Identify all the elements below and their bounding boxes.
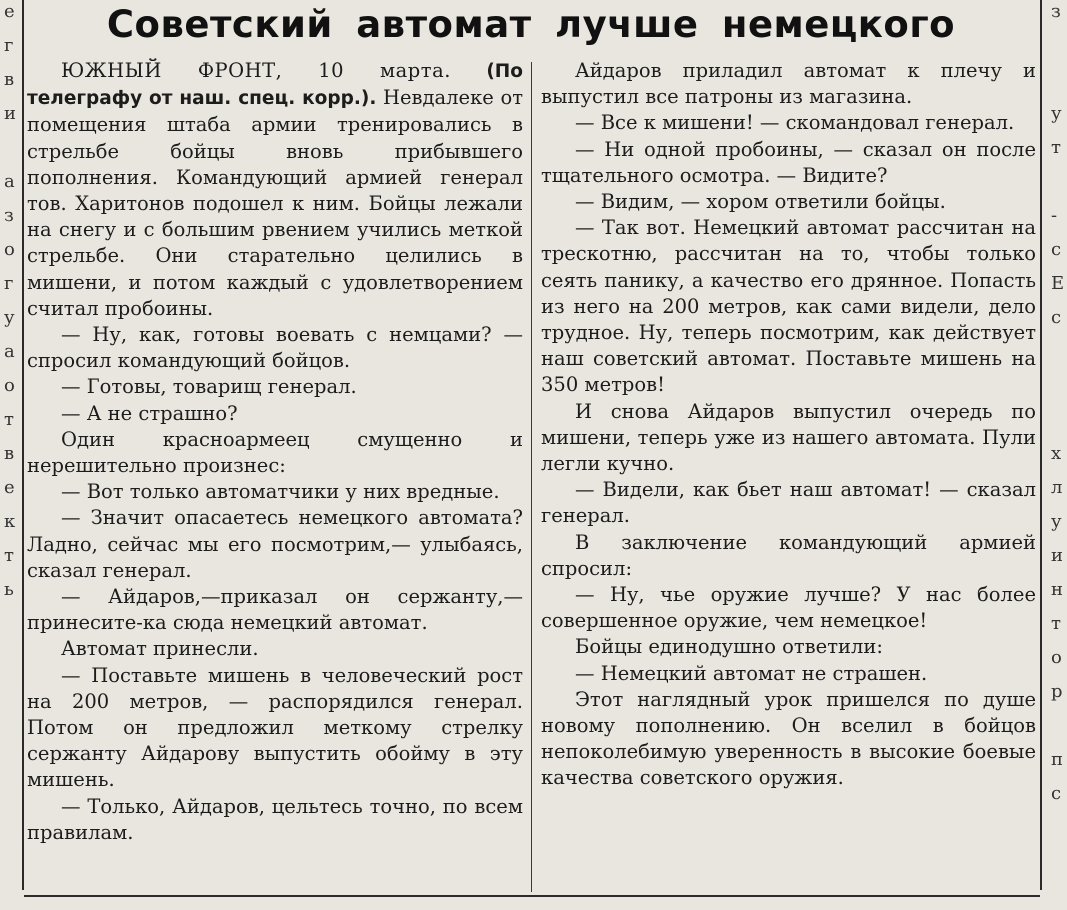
- margin-fragment: [1042, 68, 1067, 102]
- bottom-rule: [24, 895, 1040, 897]
- margin-fragment: н: [1051, 579, 1063, 600]
- margin-fragment: [0, 136, 22, 170]
- margin-fragment: у: [1051, 103, 1062, 124]
- margin-fragment: у: [4, 307, 15, 328]
- margin-fragment: з: [4, 205, 14, 226]
- margin-fragment: г: [4, 35, 14, 56]
- margin-fragment: -: [1051, 205, 1058, 226]
- paragraph: — Готовы, товарищ генерал.: [61, 375, 357, 399]
- left-margin-neighbor-column: [0, 0, 24, 890]
- paragraph: — А не страшно?: [61, 401, 238, 425]
- margin-fragment: в: [4, 443, 15, 464]
- paragraph: — Айдаров,—приказал он сержанту,— принесите-ка сюда немецкий автомат.: [27, 585, 523, 635]
- paragraph: — Ни одной пробоины, — сказал он после тщательного осмотра. — Видите?: [541, 137, 1036, 187]
- margin-fragment: р: [1051, 681, 1063, 702]
- lead-paragraph-text: Невдалеке от помещения штаба армии тренировались в стрельбе бойцы вновь прибывшего пополнения. Командующий армией генерал тов. Харитонов подошел к ним. Бойцы лежали на снегу и с большим рвением учились меткой стрельбе. Они старательно целились в мишени, и потом каждый с удовлетворением считал пробоины.: [27, 86, 523, 320]
- article-headline: Советский автомат лучше немецкого: [106, 3, 956, 46]
- margin-fragment: т: [4, 545, 14, 566]
- article-column-right: [541, 58, 1036, 792]
- margin-fragment: т: [1051, 613, 1061, 634]
- paragraph: — Так вот. Немецкий автомат рассчитан на трескотню, рассчитан на то, чтобы только сеять панику, а качество его дрянное. Попасть из него на 200 метров, как сами видели, дело трудное. Ну, теперь посмотрим, как действует наш советский автомат. Поставьте мишень на 350 метров!: [541, 216, 1036, 397]
- margin-fragment: т: [1051, 137, 1061, 158]
- margin-fragment: [1042, 408, 1067, 442]
- paragraph: И снова Айдаров выпустил очередь по мишени, теперь уже из нашего автомата. Пули легли кучно.: [541, 399, 1036, 476]
- article-column-left: [27, 58, 523, 846]
- paragraph: Один красноармеец смущенно и нерешительно произнес:: [27, 427, 523, 478]
- paragraph: — Вот только автоматчики у них вредные.: [61, 480, 500, 504]
- margin-fragment: а: [4, 341, 15, 362]
- margin-fragment: с: [1051, 783, 1062, 804]
- paragraph: — Все к мишени! — скомандовал генерал.: [575, 111, 1015, 135]
- column-divider: [531, 62, 532, 892]
- margin-fragment: с: [1051, 307, 1062, 328]
- paragraph: Автомат принесли.: [61, 637, 259, 661]
- margin-fragment: л: [1051, 477, 1063, 498]
- paragraph: — Только, Айдаров, цельтесь точно, по всем правилам.: [27, 794, 523, 844]
- margin-fragment: [1042, 714, 1067, 748]
- paragraph: Бойцы единодушно ответили:: [575, 635, 883, 659]
- margin-fragment: т: [4, 409, 14, 430]
- paragraph: — Поставьте мишень в человеческий рост на 200 метров, — распорядился генерал. Потом он предложил меткому стрелку сержанту Айдарову выпустить обойму в эту мишень.: [27, 663, 523, 792]
- paragraph: — Видели, как бьет наш автомат! — сказал генерал.: [541, 478, 1036, 528]
- margin-fragment: з: [1051, 1, 1061, 22]
- lead-paragraph: [27, 58, 523, 322]
- paragraph: — Немецкий автомат не страшен.: [575, 661, 928, 685]
- dateline: ЮЖНЫЙ ФРОНТ, 10 марта.: [61, 59, 451, 82]
- paragraph: — Ну, чье оружие лучше? У нас более совершенное оружие, чем немецкое!: [541, 583, 1036, 633]
- paragraph: Айдаров приладил автомат к плечу и выпустил все патроны из магазина.: [541, 59, 1036, 109]
- margin-fragment: и: [4, 103, 16, 124]
- byline: (По телеграфу от наш. спец. корр.).: [27, 61, 523, 110]
- paragraph: В заключение командующий армией спросил:: [541, 530, 1036, 580]
- paragraph: — Ну, как, готовы воевать с немцами? — спросил командующий бойцов.: [27, 323, 523, 373]
- margin-fragment: е: [4, 477, 15, 498]
- margin-fragment: с: [1051, 239, 1062, 260]
- margin-fragment: о: [4, 375, 15, 396]
- margin-fragment: о: [1051, 647, 1062, 668]
- margin-fragment: ь: [4, 579, 14, 600]
- paragraph: — Значит опасаетесь немецкого автомата? Ладно, сейчас мы его посмотрим,— улыбаясь, сказал генерал.: [27, 506, 523, 582]
- margin-fragment: Е: [1051, 273, 1065, 294]
- paragraph: Этот наглядный урок пришелся по душе новому пополнению. Он вселил в бойцов непоколебимую уверенность в высокие боевые качества советского оружия.: [541, 687, 1036, 790]
- margin-fragment: у: [1051, 511, 1062, 532]
- margin-fragment: и: [1051, 545, 1063, 566]
- right-margin-neighbor-column: [1040, 0, 1067, 890]
- margin-fragment: [1042, 34, 1067, 68]
- margin-fragment: [1042, 374, 1067, 408]
- paragraph: — Видим, — хором ответили бойцы.: [575, 190, 946, 214]
- margin-fragment: е: [4, 1, 15, 22]
- margin-fragment: [1042, 170, 1067, 204]
- margin-fragment: а: [4, 171, 15, 192]
- margin-fragment: х: [1051, 443, 1062, 464]
- margin-fragment: к: [4, 511, 16, 532]
- margin-fragment: п: [1051, 749, 1063, 770]
- margin-fragment: о: [4, 239, 15, 260]
- margin-fragment: [1042, 340, 1067, 374]
- margin-fragment: в: [4, 69, 15, 90]
- margin-fragment: г: [4, 273, 14, 294]
